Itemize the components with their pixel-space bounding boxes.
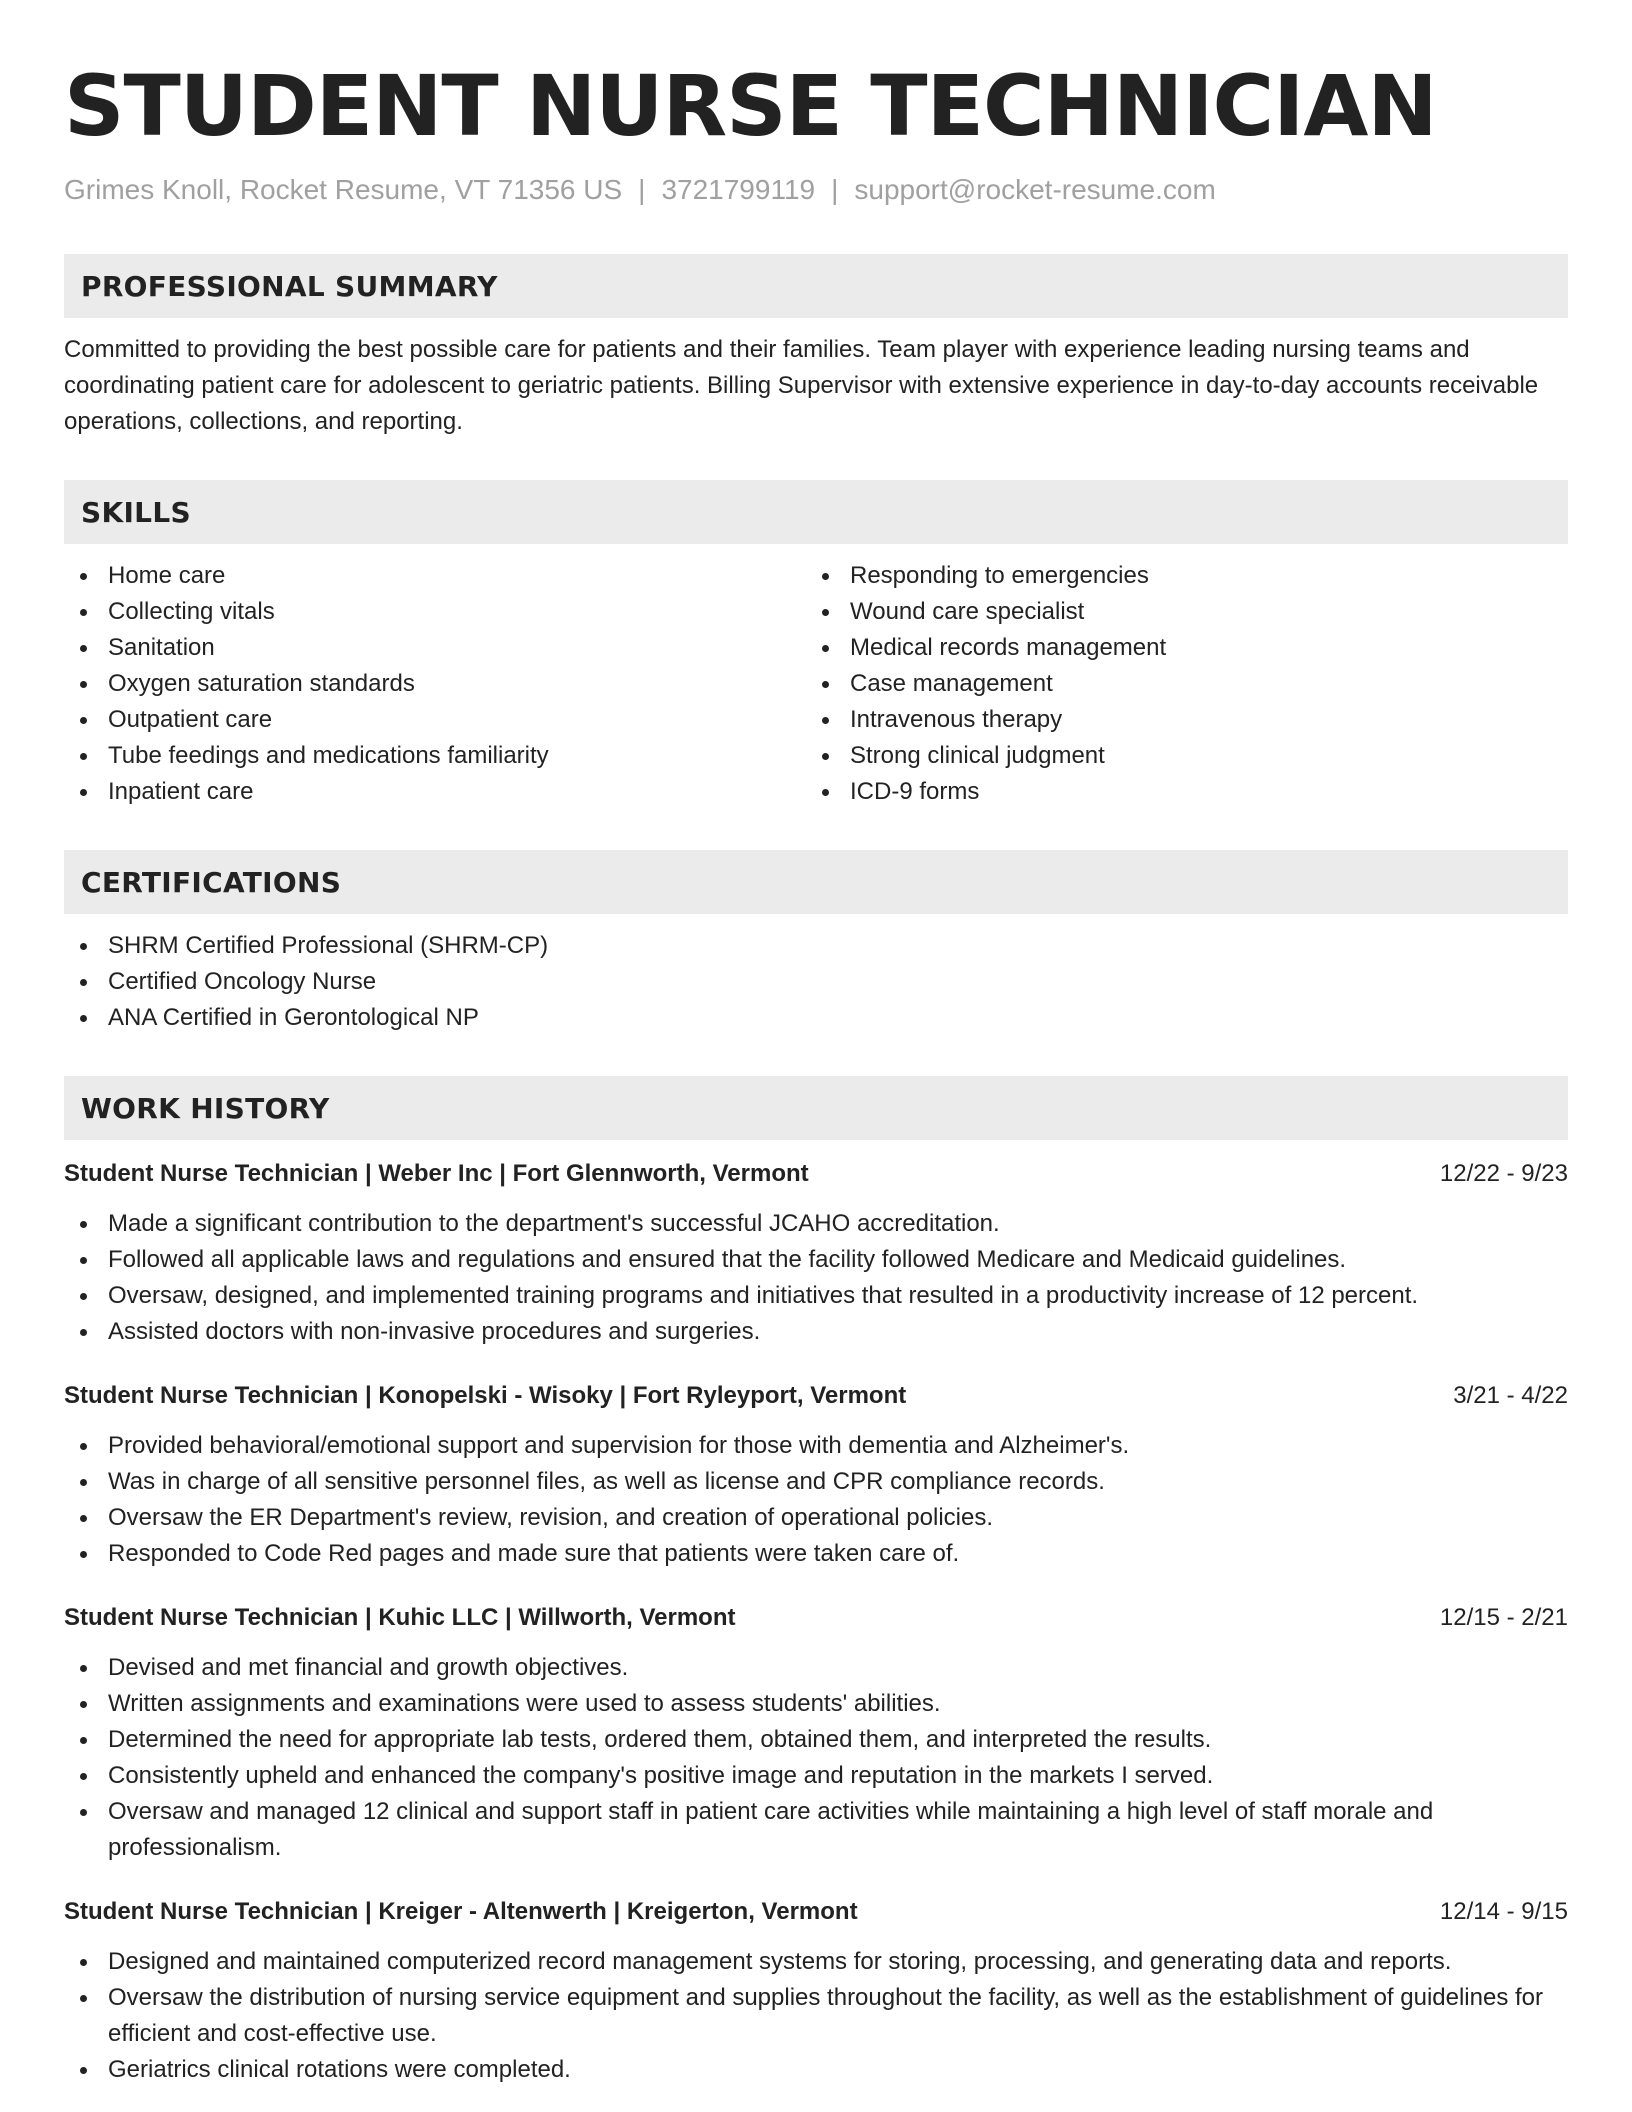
skill-item: Collecting vitals (64, 594, 806, 630)
contact-separator: | (831, 174, 839, 205)
job-bullet: Devised and met financial and growth objectives. (64, 1650, 1568, 1686)
skill-item: Medical records management (806, 630, 1548, 666)
job-dates: 3/21 - 4/22 (1453, 1382, 1568, 1409)
skill-item: Outpatient care (64, 702, 806, 738)
certifications-list (64, 928, 1568, 1036)
job-bullet: Determined the need for appropriate lab tests, ordered them, obtained them, and interpreted the results. (64, 1722, 1568, 1758)
contact-address: Grimes Knoll, Rocket Resume, VT 71356 US (64, 174, 623, 205)
job-title: Student Nurse Technician | Weber Inc | Fort Glennworth, Vermont (64, 1160, 809, 1187)
contact-email: support@rocket-resume.com (854, 174, 1216, 205)
job-dates: 12/22 - 9/23 (1439, 1160, 1568, 1187)
skills-columns (64, 558, 1568, 810)
job-entry (64, 1156, 1568, 1350)
job-bullet: Written assignments and examinations were used to assess students' abilities. (64, 1686, 1568, 1722)
job-bullet: Oversaw, designed, and implemented training programs and initiatives that resulted in a productivity increase of 12 percent. (64, 1278, 1568, 1314)
skill-item: Wound care specialist (806, 594, 1548, 630)
section-header-work-history: WORK HISTORY (64, 1076, 1568, 1140)
job-title: Student Nurse Technician | Konopelski - Wisoky | Fort Ryleyport, Vermont (64, 1382, 907, 1409)
job-dates: 12/14 - 9/15 (1439, 1898, 1568, 1925)
job-bullet: Was in charge of all sensitive personnel files, as well as license and CPR compliance records. (64, 1464, 1568, 1500)
skill-item: Case management (806, 666, 1548, 702)
summary-text: Committed to providing the best possible care for patients and their families. Team player with experience leading nursing teams and coordinating patient care for adolescent to geriatric patients. Billing Supervisor with extensive experience in day-to-day accounts receivable operations, collections, and reporting. (64, 336, 1539, 435)
candidate-name: STUDENT NURSE TECHNICIAN (64, 57, 1437, 155)
skill-item: Sanitation (64, 630, 806, 666)
job-bullet: Oversaw the ER Department's review, revision, and creation of operational policies. (64, 1500, 1568, 1536)
certification-item: Certified Oncology Nurse (64, 964, 1568, 1000)
section-header-certifications: CERTIFICATIONS (64, 850, 1568, 914)
job-bullets (64, 1650, 1568, 1866)
job-bullets (64, 1206, 1568, 1350)
job-dates: 12/15 - 2/21 (1439, 1604, 1568, 1631)
job-bullet: Oversaw and managed 12 clinical and support staff in patient care activities while maintaining a high level of staff morale and professionalism. (64, 1794, 1568, 1866)
job-title: Student Nurse Technician | Kreiger - Altenwerth | Kreigerton, Vermont (64, 1898, 858, 1925)
contact-line (64, 172, 1568, 208)
job-bullets (64, 1944, 1568, 2088)
job-entry (64, 1894, 1568, 2088)
job-entry (64, 1600, 1568, 1866)
skill-item: Strong clinical judgment (806, 738, 1548, 774)
job-bullet: Geriatrics clinical rotations were completed. (64, 2052, 1568, 2088)
skill-item: Intravenous therapy (806, 702, 1548, 738)
job-bullet: Consistently upheld and enhanced the company's positive image and reputation in the markets I served. (64, 1758, 1568, 1794)
skill-item: Oxygen saturation standards (64, 666, 806, 702)
skill-item: Responding to emergencies (806, 558, 1548, 594)
skill-item: Home care (64, 558, 806, 594)
job-bullet: Provided behavioral/emotional support and supervision for those with dementia and Alzheimer's. (64, 1428, 1568, 1464)
job-header (64, 1600, 1568, 1636)
job-title: Student Nurse Technician | Kuhic LLC | Willworth, Vermont (64, 1604, 736, 1631)
section-header-skills: SKILLS (64, 480, 1568, 544)
job-bullet: Responded to Code Red pages and made sure that patients were taken care of. (64, 1536, 1568, 1572)
job-bullets (64, 1428, 1568, 1572)
job-bullet: Made a significant contribution to the department's successful JCAHO accreditation. (64, 1206, 1568, 1242)
job-bullet: Designed and maintained computerized record management systems for storing, processing, and generating data and reports. (64, 1944, 1568, 1980)
job-bullet: Oversaw the distribution of nursing service equipment and supplies throughout the facility, as well as the establishment of guidelines for efficient and cost-effective use. (64, 1980, 1568, 2052)
skill-item: Tube feedings and medications familiarity (64, 738, 806, 774)
section-header-summary: PROFESSIONAL SUMMARY (64, 254, 1568, 318)
skill-item: ICD-9 forms (806, 774, 1548, 810)
job-header (64, 1894, 1568, 1930)
skills-list-left (64, 558, 806, 810)
contact-separator: | (638, 174, 646, 205)
job-bullet: Followed all applicable laws and regulations and ensured that the facility followed Medicare and Medicaid guidelines. (64, 1242, 1568, 1278)
job-bullet: Assisted doctors with non-invasive procedures and surgeries. (64, 1314, 1568, 1350)
certification-item: SHRM Certified Professional (SHRM-CP) (64, 928, 1568, 964)
certification-item: ANA Certified in Gerontological NP (64, 1000, 1568, 1036)
skill-item: Inpatient care (64, 774, 806, 810)
job-header (64, 1156, 1568, 1192)
job-header (64, 1378, 1568, 1414)
contact-phone: 3721799119 (661, 174, 816, 205)
job-entry (64, 1378, 1568, 1572)
skills-list-right (806, 558, 1548, 810)
